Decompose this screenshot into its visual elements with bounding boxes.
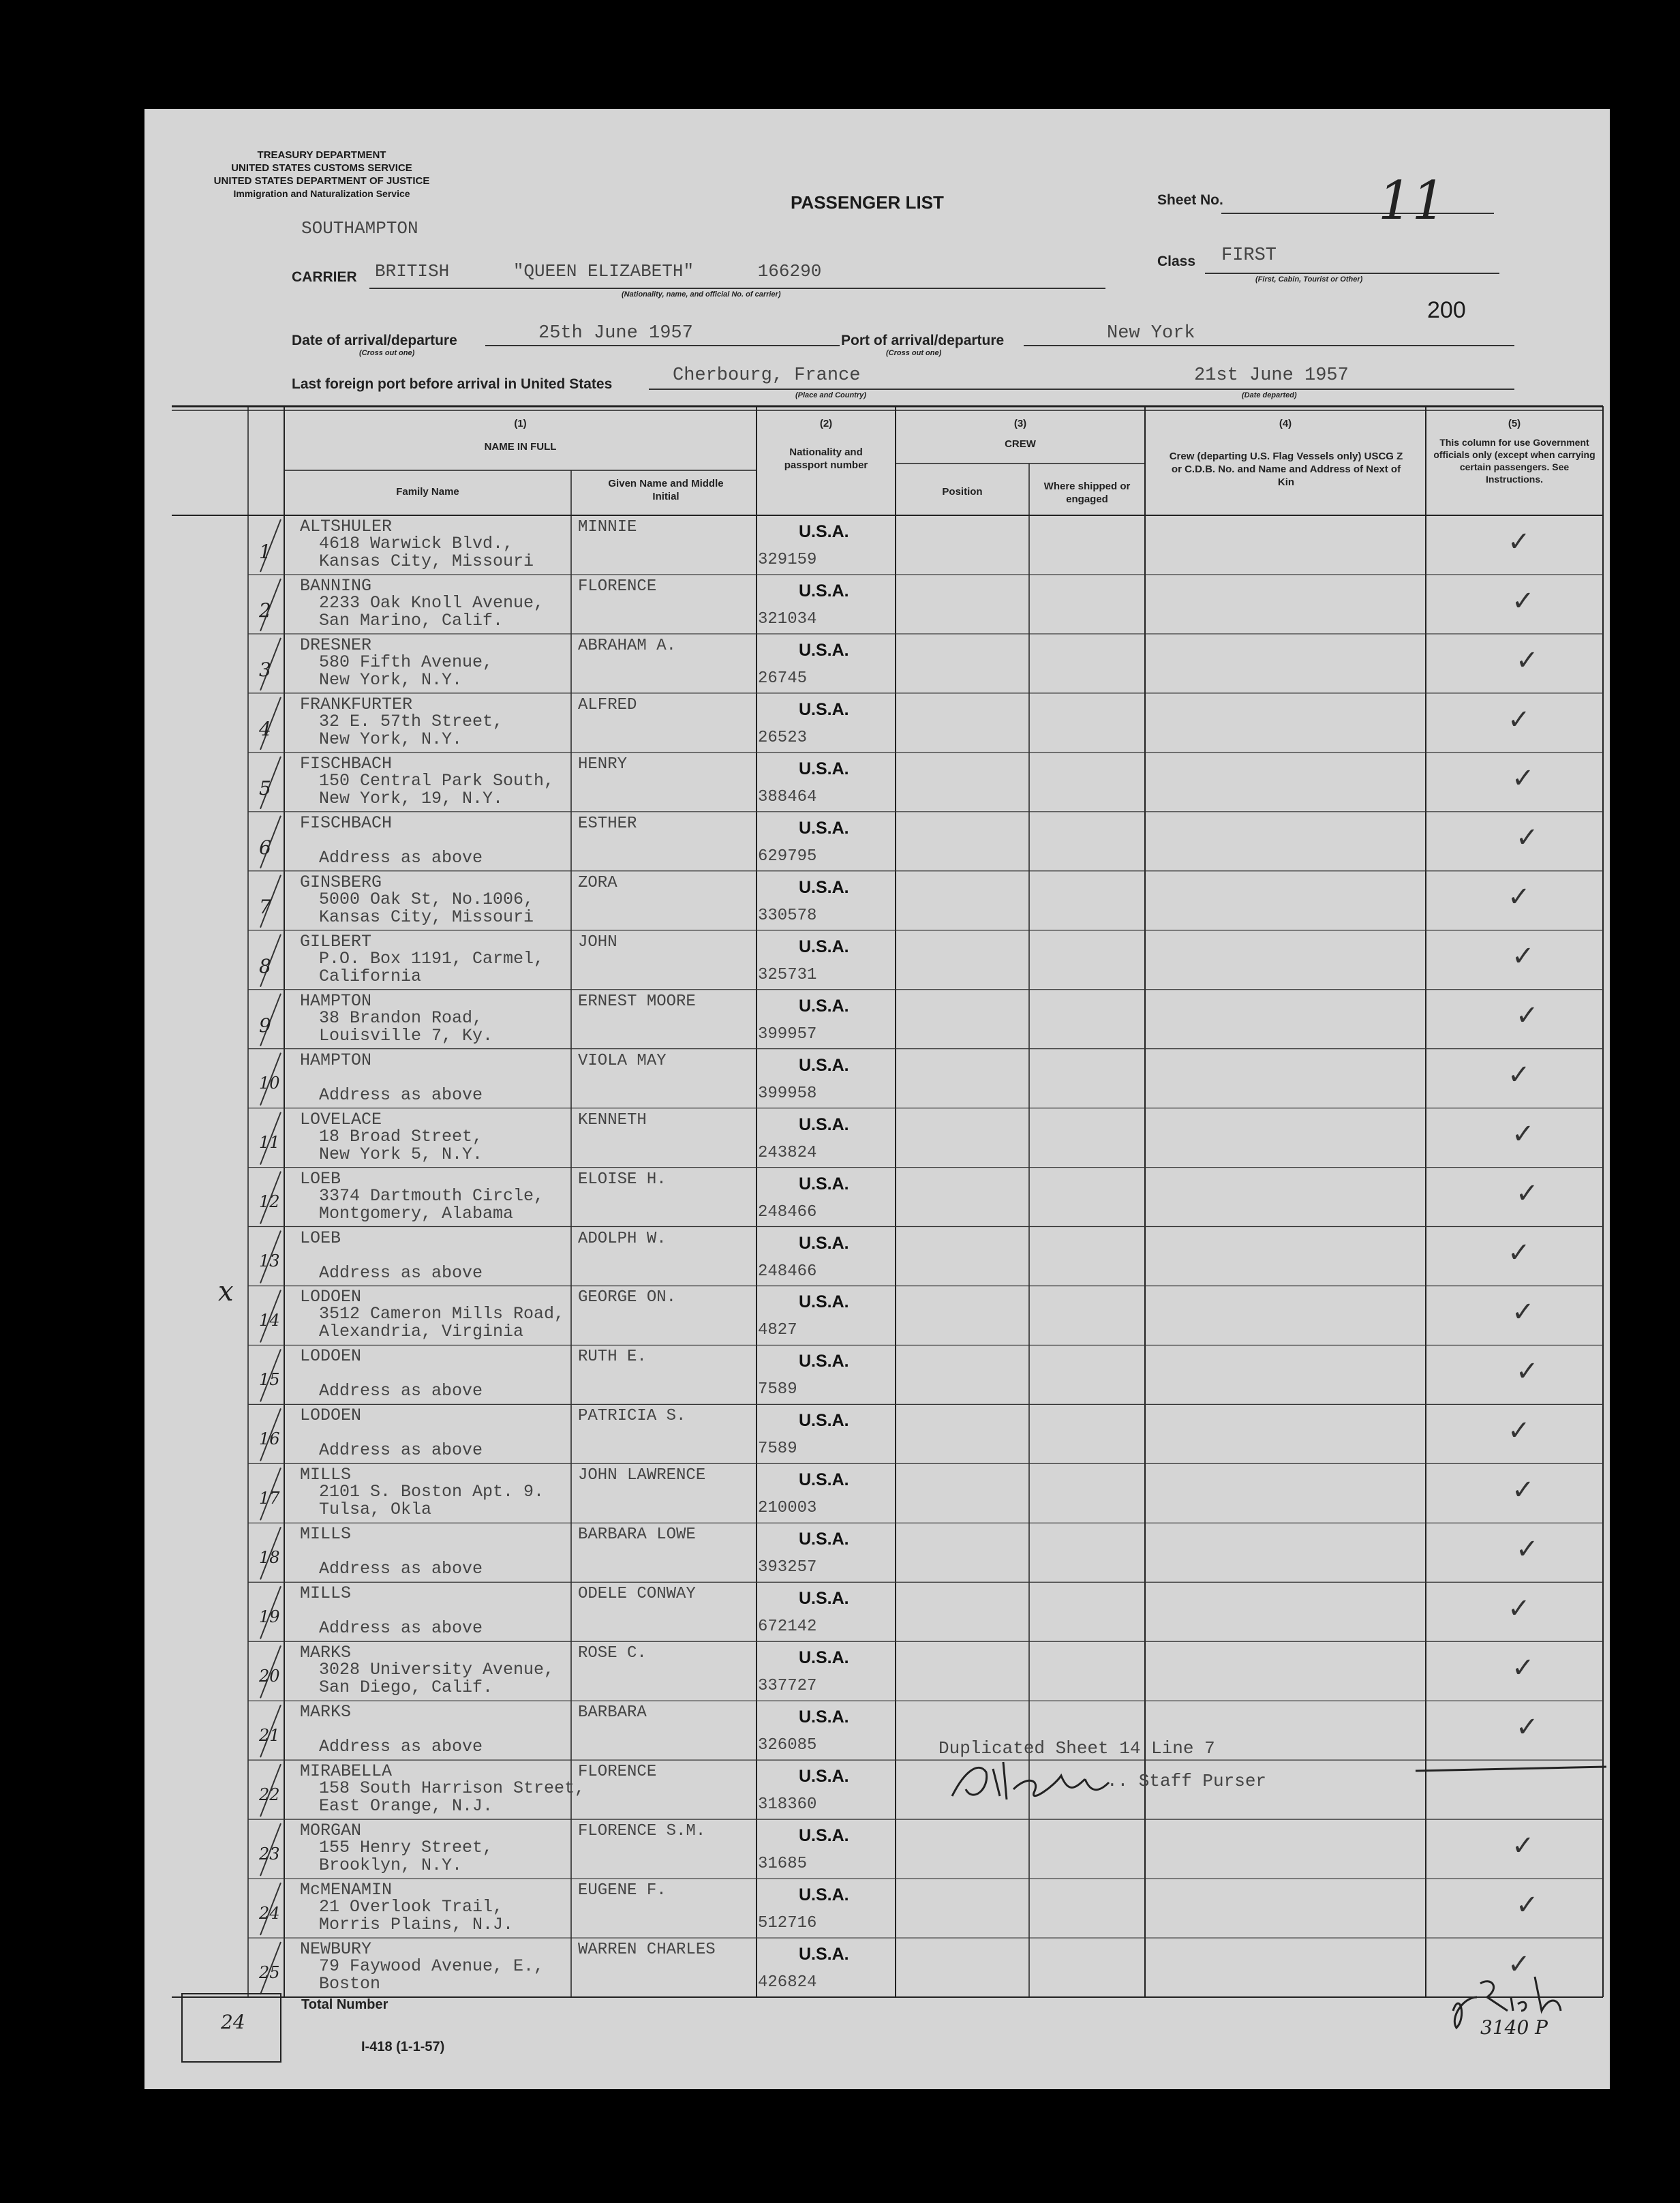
passenger-count: 200 (1427, 297, 1466, 323)
family-name: HAMPTON (300, 1050, 372, 1070)
given-name: KENNETH (578, 1110, 647, 1129)
check-mark-icon: ✓ (1512, 941, 1535, 973)
address-line-1: 18 Broad Street, (319, 1126, 483, 1146)
nationality: U.S.A. (799, 1174, 849, 1194)
passport-number: 337727 (758, 1677, 817, 1696)
agency-line-3: UNITED STATES DEPARTMENT OF JUSTICE (213, 175, 430, 187)
form-number: I-418 (1-1-57) (361, 2039, 445, 2054)
table-row (144, 1049, 1610, 1108)
given-name: PATRICIA S. (578, 1407, 686, 1426)
table-row (144, 1701, 1610, 1760)
address-line-1: 3374 Dartmouth Circle, (319, 1185, 545, 1206)
nationality: U.S.A. (799, 1352, 849, 1371)
line-number: 6 (259, 836, 271, 860)
family-name: ALTSHULER (300, 517, 393, 536)
class-value: FIRST (1221, 245, 1277, 266)
passport-number: 330578 (758, 906, 817, 925)
table-row (144, 1227, 1610, 1286)
line-number: 15 (259, 1369, 280, 1389)
carrier-hint: (Nationality, name, and official No. of carrier) (622, 290, 781, 299)
check-mark-icon: ✓ (1508, 526, 1531, 558)
address-line-2: East Orange, N.J. (319, 1796, 493, 1817)
address-line-2: Kansas City, Missouri (319, 907, 534, 927)
address-line-2: Boston (319, 1974, 381, 1994)
given-name: WARREN CHARLES (578, 1941, 716, 1960)
nationality: U.S.A. (799, 818, 849, 838)
family-name: DRESNER (300, 635, 372, 655)
passport-number: 210003 (758, 1499, 817, 1518)
purser-underline (1412, 1759, 1610, 1779)
total-label: Total Number (301, 1997, 388, 2012)
address-line-2: Address as above (319, 847, 483, 868)
line-number: 7 (259, 896, 271, 919)
nationality: U.S.A. (799, 996, 849, 1016)
check-mark-icon: ✓ (1512, 1119, 1535, 1151)
col-shipped: Where shipped or engaged (1043, 481, 1131, 505)
line-number: 12 (259, 1192, 280, 1212)
lastport-hint: (Place and Country) (795, 391, 866, 399)
family-name: MARKS (300, 1643, 352, 1663)
line-number: 21 (259, 1725, 280, 1745)
lastport-value: Cherbourg, France (673, 365, 861, 386)
col-given-name: Given Name and Middle Initial (608, 478, 724, 502)
family-name: LOEB (300, 1228, 341, 1248)
table-row (144, 1463, 1610, 1523)
family-name: McMENAMIN (300, 1880, 393, 1900)
passport-number: 399958 (758, 1084, 817, 1103)
address-line-1: 4618 Warwick Blvd., (319, 534, 514, 553)
table-row (144, 1879, 1610, 1938)
address-line-2: Address as above (319, 1737, 483, 1757)
given-name: ELOISE H. (578, 1170, 667, 1189)
given-name: EUGENE F. (578, 1881, 667, 1900)
table-row (144, 1108, 1610, 1168)
check-mark-icon: ✓ (1512, 1829, 1535, 1862)
check-mark-icon: ✓ (1516, 1178, 1539, 1210)
passport-number: 388464 (758, 787, 817, 806)
line-number: 14 (259, 1310, 280, 1330)
family-name: LOEB (300, 1168, 341, 1189)
check-mark-icon: ✓ (1516, 1889, 1539, 1921)
col-family-name: Family Name (396, 486, 459, 498)
address-line-2: Address as above (319, 1618, 483, 1639)
table-row (144, 1286, 1610, 1345)
family-name: GILBERT (300, 931, 372, 952)
nationality: U.S.A. (799, 1292, 849, 1312)
passport-number: 31685 (758, 1855, 808, 1874)
nationality: U.S.A. (799, 1470, 849, 1490)
address-line-2: Kansas City, Missouri (319, 551, 534, 571)
check-mark-icon: ✓ (1512, 1474, 1535, 1506)
table-row (144, 990, 1610, 1049)
given-name: ZORA (578, 873, 617, 892)
col-nationality: Nationality and passport number (784, 446, 868, 471)
nationality: U.S.A. (799, 1114, 849, 1134)
passport-number: 248466 (758, 1202, 817, 1221)
given-name: ROSE C. (578, 1644, 647, 1663)
passport-number: 629795 (758, 847, 817, 866)
line-number: 3 (259, 658, 271, 682)
check-mark-icon: ✓ (1516, 1711, 1539, 1743)
col5-number: (5) (1508, 418, 1521, 429)
check-mark-icon: ✓ (1512, 585, 1535, 617)
line-number: 1 (259, 540, 271, 563)
nationality: U.S.A. (799, 1885, 849, 1905)
passport-number: 26745 (758, 669, 808, 688)
sheet-label: Sheet No. (1157, 192, 1223, 208)
table-row (144, 1819, 1610, 1879)
page-title: PASSENGER LIST (791, 192, 944, 213)
family-name: MILLS (300, 1524, 352, 1545)
address-line-1: 3512 Cameron Mills Road, (319, 1304, 565, 1324)
margin-mark: x (218, 1276, 234, 1307)
col1-number: (1) (514, 418, 527, 429)
table-row (144, 812, 1610, 871)
given-name: ABRAHAM A. (578, 636, 677, 655)
nationality: U.S.A. (799, 1945, 849, 1964)
address-line-1: 2101 S. Boston Apt. 9. (319, 1482, 545, 1502)
address-line-2: Address as above (319, 1084, 483, 1105)
nationality: U.S.A. (799, 522, 849, 541)
address-line-1: 21 Overlook Trail, (319, 1897, 504, 1917)
nationality: U.S.A. (799, 1767, 849, 1787)
family-name: MIRABELLA (300, 1761, 393, 1782)
table-row (144, 1523, 1610, 1582)
given-name: GEORGE ON. (578, 1288, 677, 1307)
col-crew: CREW (1005, 438, 1036, 450)
passport-number: 672142 (758, 1617, 817, 1637)
check-mark-icon: ✓ (1508, 1948, 1531, 1980)
check-mark-icon: ✓ (1508, 1592, 1531, 1624)
port-hint: (Cross out one) (886, 349, 942, 357)
passport-number: 326085 (758, 1736, 817, 1755)
line-number: 5 (259, 777, 271, 800)
address-line-2: Address as above (319, 1381, 483, 1401)
col-crew-next-of-kin: Crew (departing U.S. Flag Vessels only) USCG Z or C.D.B. No. and Name and Address of Next of Kin (1169, 451, 1403, 488)
family-name: GINSBERG (300, 872, 382, 892)
given-name: ALFRED (578, 695, 637, 714)
table-row (144, 515, 1610, 575)
nationality: U.S.A. (799, 1826, 849, 1846)
passport-number: 4827 (758, 1321, 797, 1340)
address-line-2: Alexandria, Virginia (319, 1322, 524, 1342)
line-number: 16 (259, 1429, 280, 1448)
passport-number: 512716 (758, 1914, 817, 1933)
check-mark-icon: ✓ (1516, 1533, 1539, 1565)
carrier-label: CARRIER (292, 269, 357, 285)
passport-number: 248466 (758, 1262, 817, 1281)
given-name: JOHN LAWRENCE (578, 1466, 706, 1485)
address-line-1: 79 Faywood Avenue, E., (319, 1956, 545, 1977)
address-line-2: New York, 19, N.Y. (319, 788, 504, 808)
sheet-number: 11 (1378, 170, 1446, 232)
family-name: NEWBURY (300, 1939, 372, 1960)
family-name: MILLS (300, 1583, 352, 1604)
nationality: U.S.A. (799, 640, 849, 660)
class-hint: (First, Cabin, Tourist or Other) (1255, 275, 1363, 284)
address-line-2: New York, N.Y. (319, 669, 463, 690)
date-hint: (Cross out one) (359, 349, 415, 357)
nationality: U.S.A. (799, 581, 849, 601)
given-name: MINNIE (578, 518, 637, 536)
table-row (144, 1582, 1610, 1641)
given-name: ODELE CONWAY (578, 1585, 696, 1604)
agency-line-2: UNITED STATES CUSTOMS SERVICE (231, 162, 412, 174)
check-mark-icon: ✓ (1508, 703, 1531, 735)
passport-number: 399957 (758, 1024, 817, 1044)
table-row (144, 1345, 1610, 1404)
address-line-1: 580 Fifth Avenue, (319, 652, 493, 672)
check-mark-icon: ✓ (1508, 881, 1531, 913)
line-number: 19 (259, 1607, 280, 1626)
address-line-2: New York, N.Y. (319, 729, 463, 749)
check-mark-icon: ✓ (1516, 1000, 1539, 1032)
nationality: U.S.A. (799, 1530, 849, 1549)
table-row (144, 930, 1610, 990)
line-number: 24 (259, 1903, 280, 1923)
nationality: U.S.A. (799, 1055, 849, 1075)
port-label: Port of arrival/departure (841, 333, 1005, 348)
nationality: U.S.A. (799, 1707, 849, 1727)
line-number: 25 (259, 1962, 280, 1982)
line-number: 17 (259, 1488, 280, 1508)
departed-hint: (Date departed) (1242, 391, 1297, 399)
check-mark-icon: ✓ (1508, 1237, 1531, 1269)
carrier-value: BRITISH "QUEEN ELIZABETH" 166290 (375, 261, 822, 282)
given-name: ADOLPH W. (578, 1229, 667, 1248)
address-line-2: California (319, 966, 422, 986)
address-line-1: 38 Brandon Road, (319, 1007, 483, 1028)
line-number: 9 (259, 1014, 271, 1037)
line-number: 10 (259, 1074, 280, 1093)
col4-number: (4) (1279, 418, 1292, 429)
address-line-2: Brooklyn, N.Y. (319, 1855, 463, 1876)
port-value: New York (1107, 323, 1195, 344)
line-number: 23 (259, 1844, 280, 1864)
line-number: 8 (259, 955, 271, 978)
given-name: ERNEST MOORE (578, 992, 696, 1011)
family-name: FRANKFURTER (300, 694, 413, 714)
given-name: FLORENCE (578, 577, 657, 596)
table-row (144, 575, 1610, 634)
given-name: RUTH E. (578, 1348, 647, 1367)
address-line-1: 155 Henry Street, (319, 1838, 493, 1858)
table-row (144, 693, 1610, 753)
address-line-1: 2233 Oak Knoll Avenue, (319, 592, 545, 613)
nationality: U.S.A. (799, 1411, 849, 1431)
passport-number: 321034 (758, 609, 817, 628)
col1-title: NAME IN FULL (484, 441, 557, 453)
col-position: Position (942, 486, 983, 498)
table-row (144, 1404, 1610, 1463)
address-line-2: Address as above (319, 1262, 483, 1283)
family-name: HAMPTON (300, 990, 372, 1011)
passenger-list-sheet (144, 109, 1610, 2089)
staff-purser: .. Staff Purser (1107, 1771, 1267, 1791)
passport-number: 426824 (758, 1973, 817, 1992)
line-number: 20 (259, 1666, 280, 1686)
given-name: BARBARA LOWE (578, 1525, 696, 1545)
date-value: 25th June 1957 (538, 323, 693, 344)
check-mark-icon: ✓ (1508, 1415, 1531, 1447)
family-name: MILLS (300, 1465, 352, 1485)
line-number: 2 (259, 599, 271, 622)
nationality: U.S.A. (799, 1648, 849, 1668)
lastport-label: Last foreign port before arrival in United States (292, 376, 613, 392)
check-mark-icon: ✓ (1516, 822, 1539, 854)
table-row (144, 1641, 1610, 1701)
departed-value: 21st June 1957 (1194, 365, 1349, 386)
address-line-2: Morris Plains, N.J. (319, 1915, 514, 1935)
table-row (144, 1938, 1610, 1997)
agency-line-1: TREASURY DEPARTMENT (257, 149, 386, 161)
address-line-1: 3028 University Avenue, (319, 1660, 555, 1680)
address-line-1: 32 E. 57th Street, (319, 711, 504, 731)
initials-code: 3140 P (1480, 2016, 1548, 2039)
given-name: BARBARA (578, 1703, 647, 1722)
nationality: U.S.A. (799, 759, 849, 778)
address-line-2: Address as above (319, 1440, 483, 1461)
address-line-2: Tulsa, Okla (319, 1500, 432, 1520)
table-row (144, 871, 1610, 930)
address-line-1: 158 South Harrison Street, (319, 1778, 585, 1799)
line-number: 11 (259, 1133, 280, 1153)
passport-number: 7589 (758, 1440, 797, 1459)
family-name: LODOEN (300, 1346, 362, 1367)
check-mark-icon: ✓ (1512, 763, 1535, 795)
family-name: FISCHBACH (300, 753, 393, 774)
table-row (144, 1168, 1610, 1227)
check-mark-icon: ✓ (1508, 1059, 1531, 1091)
nationality: U.S.A. (799, 1233, 849, 1253)
passport-number: 243824 (758, 1143, 817, 1162)
family-name: LODOEN (300, 1287, 362, 1307)
family-name: BANNING (300, 575, 372, 596)
passport-number: 325731 (758, 965, 817, 984)
table-row (144, 634, 1610, 693)
nationality: U.S.A. (799, 937, 849, 956)
family-name: LODOEN (300, 1406, 362, 1426)
address-line-2: San Marino, Calif. (319, 610, 504, 630)
check-mark-icon: ✓ (1516, 644, 1539, 676)
col3-number: (3) (1013, 418, 1027, 429)
passport-number: 393257 (758, 1558, 817, 1577)
given-name: JOHN (578, 932, 617, 952)
passport-number: 318360 (758, 1795, 817, 1814)
address-line-2: Address as above (319, 1559, 483, 1579)
passport-number: 26523 (758, 728, 808, 747)
address-line-2: New York 5, N.Y. (319, 1144, 483, 1164)
class-label: Class (1157, 254, 1196, 269)
line-number: 22 (259, 1784, 280, 1804)
family-name: MARKS (300, 1702, 352, 1722)
address-line-1: 5000 Oak St, No.1006, (319, 889, 534, 909)
passport-number: 7589 (758, 1380, 797, 1399)
check-mark-icon: ✓ (1512, 1652, 1535, 1684)
col-government: This column for use Government officials only (except when carrying certain passengers. See Instructions. (1433, 437, 1595, 485)
passport-number: 329159 (758, 551, 817, 569)
address-line-1: 150 Central Park South, (319, 770, 555, 791)
check-mark-icon: ✓ (1516, 1356, 1539, 1388)
family-name: MORGAN (300, 1821, 362, 1841)
origin-port: SOUTHAMPTON (301, 218, 418, 239)
address-line-2: Louisville 7, Ky. (319, 1025, 493, 1046)
address-line-2: Montgomery, Alabama (319, 1203, 514, 1224)
duplicated-note: Duplicated Sheet 14 Line 7 (938, 1738, 1215, 1759)
agency-line-4: Immigration and Naturalization Service (233, 188, 410, 199)
check-mark-icon: ✓ (1512, 1296, 1535, 1328)
family-name: LOVELACE (300, 1109, 382, 1129)
given-name: HENRY (578, 755, 628, 774)
table-row (144, 1760, 1610, 1819)
given-name: VIOLA MAY (578, 1051, 667, 1070)
nationality: U.S.A. (799, 699, 849, 719)
line-number: 13 (259, 1251, 280, 1271)
total-value: 24 (221, 2011, 245, 2033)
line-number: 4 (259, 718, 271, 741)
nationality: U.S.A. (799, 1589, 849, 1609)
given-name: ESTHER (578, 814, 637, 833)
given-name: FLORENCE (578, 1763, 657, 1782)
address-line-1: P.O. Box 1191, Carmel, (319, 948, 545, 969)
col2-number: (2) (819, 418, 833, 429)
line-number: 18 (259, 1547, 280, 1567)
family-name: FISCHBACH (300, 812, 393, 833)
nationality: U.S.A. (799, 877, 849, 897)
table-row (144, 753, 1610, 812)
given-name: FLORENCE S.M. (578, 1822, 706, 1841)
address-line-2: San Diego, Calif. (319, 1677, 493, 1698)
date-label: Date of arrival/departure (292, 333, 457, 348)
